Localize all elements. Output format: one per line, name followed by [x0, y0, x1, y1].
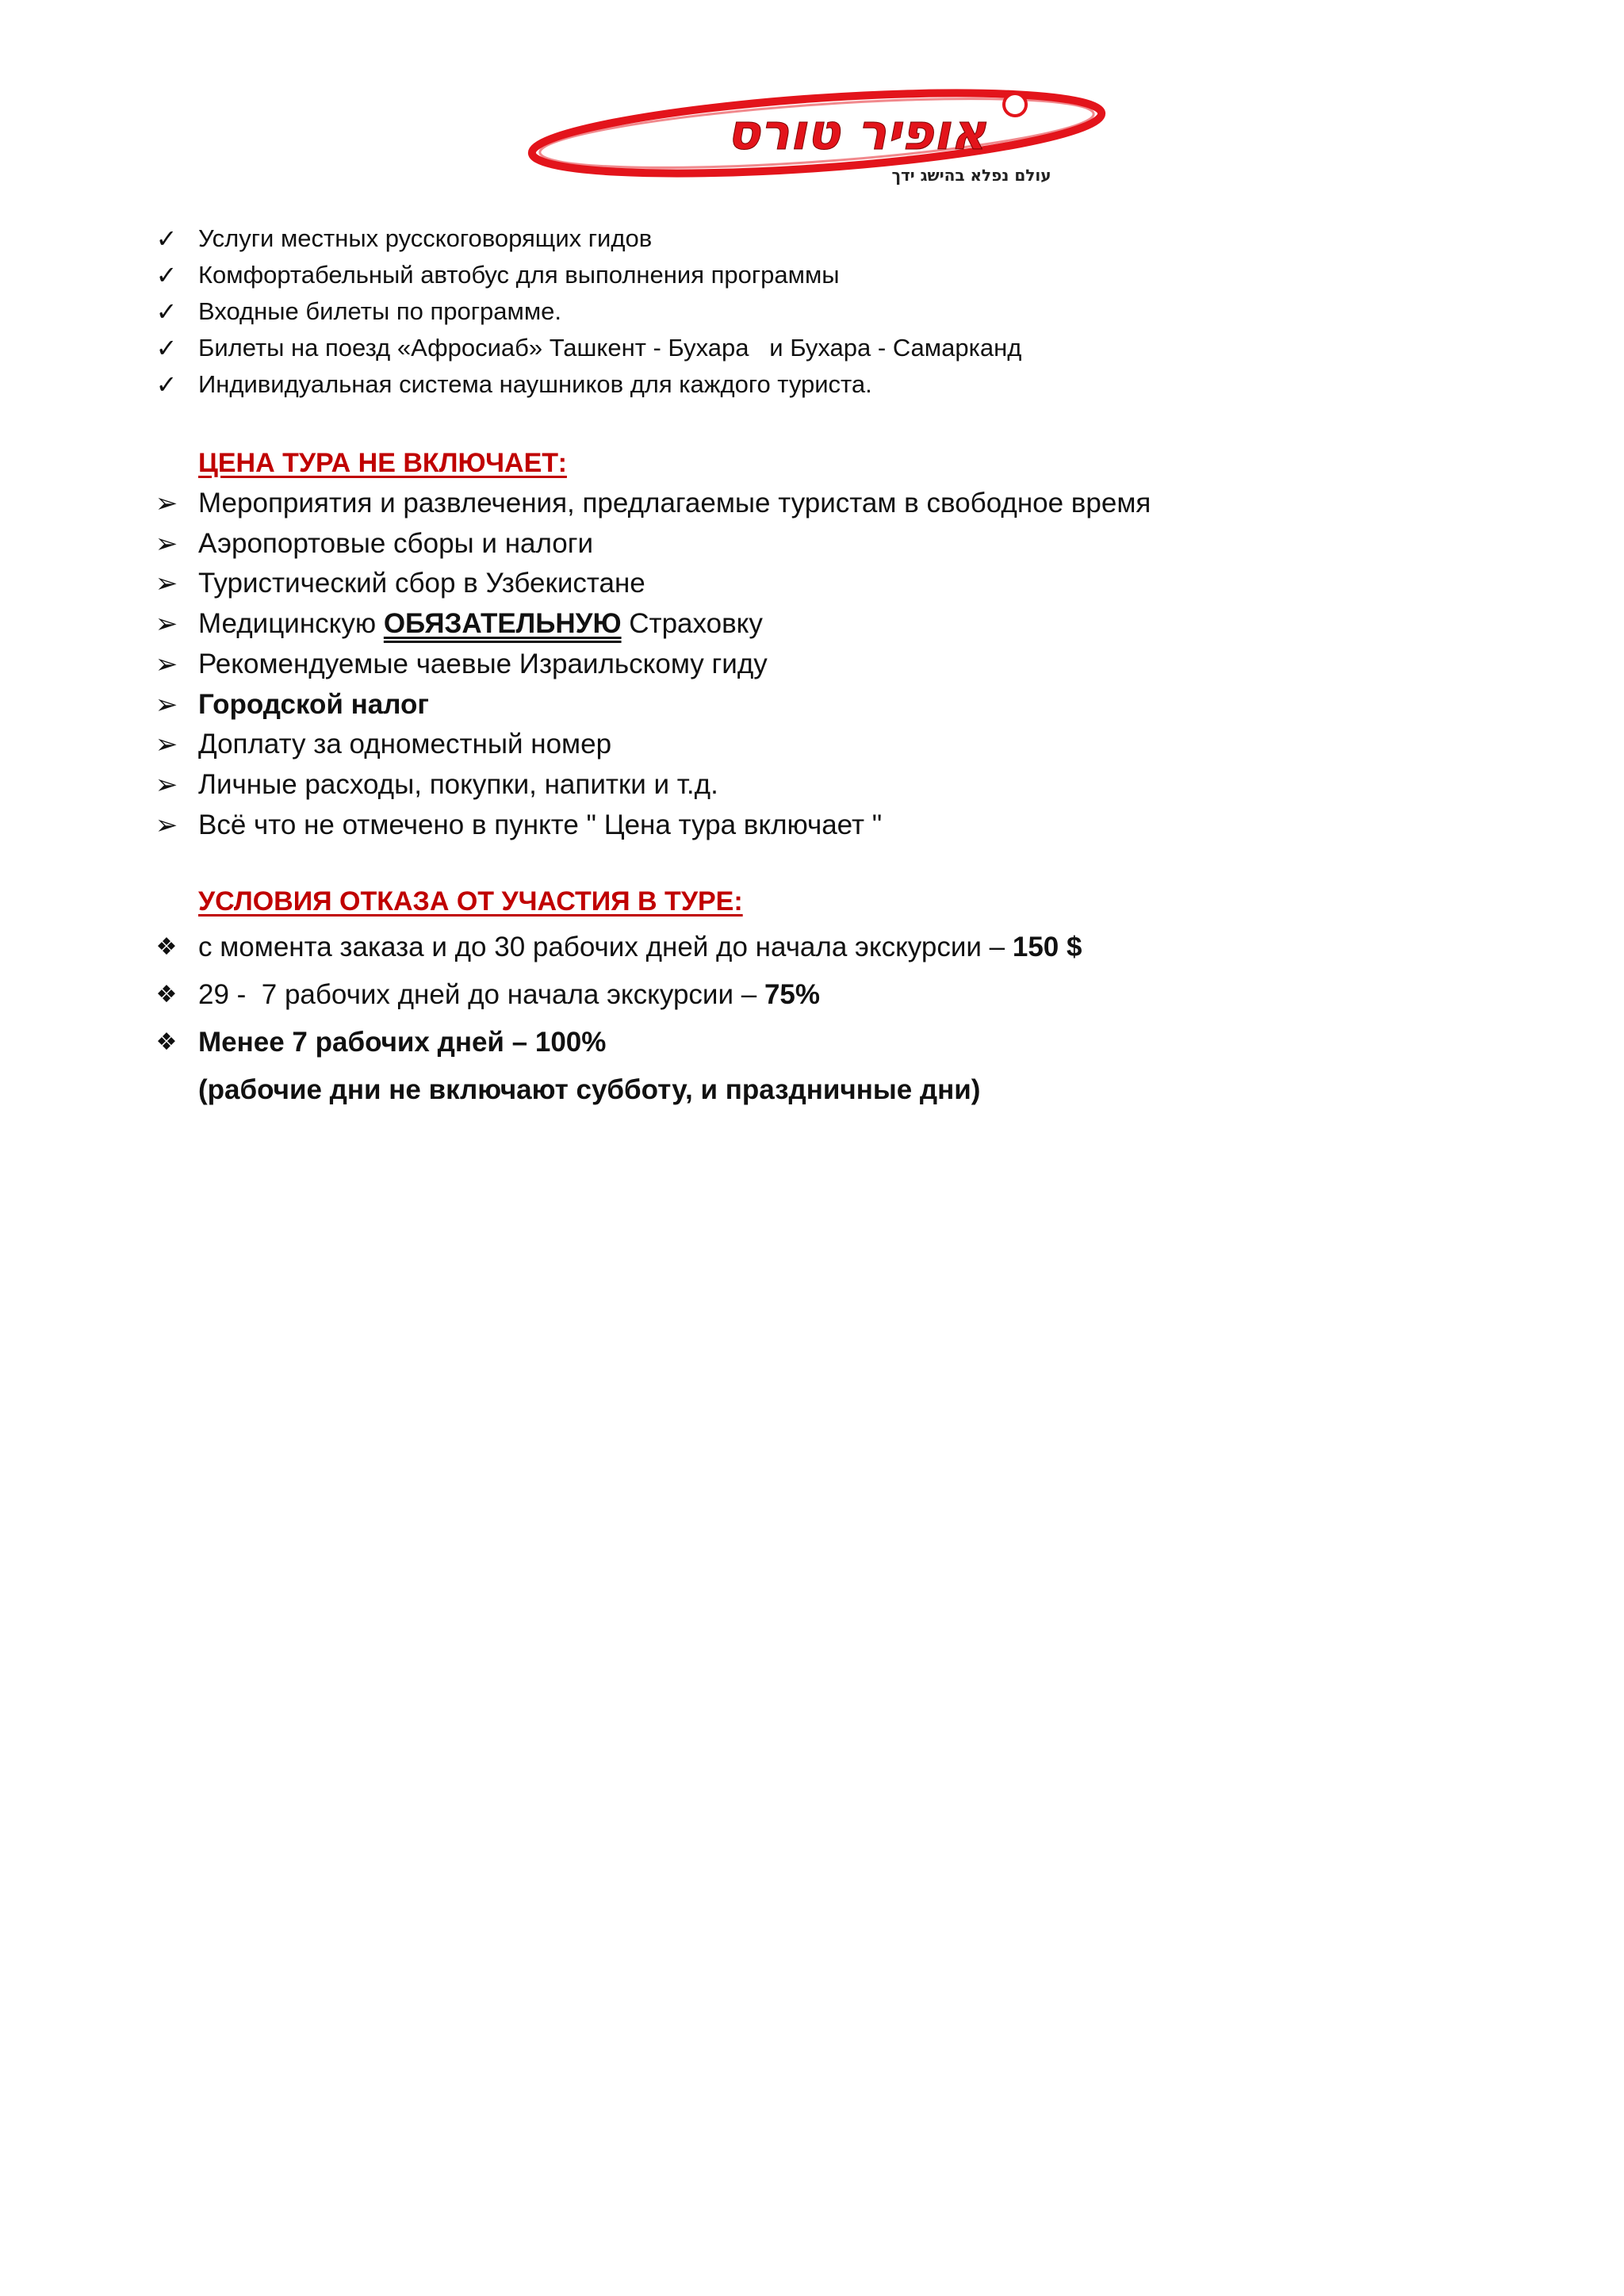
list-item	[151, 1019, 1082, 1066]
note-text: (рабочие дни не включают субботу, и праздничные дни)	[198, 1074, 981, 1105]
check-icon: ✓	[155, 224, 178, 253]
list-item	[151, 604, 1151, 645]
list-item-text: Индивидуальная система наушников для каждого туриста.	[198, 370, 872, 398]
list-item-text: Услуги местных русскоговорящих гидов	[198, 224, 653, 252]
list-item-text: Рекомендуемые чаевые Израильскому гиду	[198, 648, 768, 679]
list-item-text: Всё что не отмечено в пункте " Цена тура включает "	[198, 809, 883, 840]
list-item	[151, 293, 1021, 330]
section-heading-excluded: ЦЕНА ТУРА НЕ ВКЛЮЧАЕТ:	[198, 448, 567, 478]
check-icon: ✓	[155, 334, 178, 362]
list-item	[151, 524, 1151, 564]
list-item-text: Городской налог	[198, 688, 430, 720]
list-item	[151, 484, 1151, 524]
check-icon: ✓	[155, 297, 178, 326]
list-item	[151, 645, 1151, 685]
arrowhead-icon: ➢	[155, 488, 178, 519]
included-list	[151, 220, 1021, 403]
list-item	[151, 330, 1021, 366]
check-icon: ✓	[155, 261, 178, 289]
list-item-text: Менее 7 рабочих дней – 100%	[198, 1027, 607, 1058]
arrowhead-icon: ➢	[155, 568, 178, 599]
logo-tagline: עולם נפלא בהישג ידך	[891, 166, 1051, 185]
excluded-list	[151, 484, 1151, 845]
arrowhead-icon: ➢	[155, 769, 178, 800]
list-item-text: Мероприятия и развлечения, предлагаемые туристам в свободное время	[198, 488, 1151, 519]
list-item-text: с момента заказа и до 30 рабочих дней до начала экскурсии –	[198, 932, 1013, 962]
list-item	[151, 685, 1151, 725]
list-item	[151, 725, 1151, 765]
check-icon: ✓	[155, 370, 178, 399]
list-item-text: Личные расходы, покупки, напитки и т.д.	[198, 768, 718, 800]
arrowhead-icon: ➢	[155, 689, 178, 720]
penalty-amount: 150 $	[1012, 932, 1082, 962]
arrowhead-icon: ➢	[155, 528, 178, 559]
emphasis-text: ОБЯЗАТЕЛЬНУЮ	[383, 608, 622, 640]
diamond-icon: ❖	[155, 1029, 178, 1055]
list-item-text: Входные билеты по программе.	[198, 297, 562, 325]
company-logo	[523, 87, 1110, 190]
section-heading-cancellation: УСЛОВИЯ ОТКАЗА ОТ УЧАСТИЯ В ТУРЕ:	[198, 886, 743, 916]
list-item	[151, 806, 1151, 846]
diamond-icon: ❖	[155, 982, 178, 1008]
list-item-text: Страховку	[621, 608, 763, 640]
arrowhead-icon: ➢	[155, 649, 178, 679]
list-item	[151, 564, 1151, 604]
list-item-text: Билеты на поезд «Афросиаб» Ташкент - Бухара и Бухара - Самарканд	[198, 334, 1022, 362]
logo-globe-icon	[1004, 94, 1026, 116]
list-item-text: 29 - 7 рабочих дней до начала экскурсии –	[198, 979, 764, 1010]
diamond-icon: ❖	[155, 934, 178, 960]
arrowhead-icon: ➢	[155, 609, 178, 640]
list-item-text: Туристический сбор в Узбекистане	[198, 568, 645, 599]
list-item-text: Комфортабельный автобус для выполнения программы	[198, 261, 840, 289]
cancellation-note	[151, 1066, 1082, 1114]
list-item	[151, 366, 1021, 403]
penalty-amount: 75%	[764, 979, 820, 1010]
arrowhead-icon: ➢	[155, 729, 178, 760]
logo-title: אופיר טורס	[726, 103, 986, 161]
list-item	[151, 971, 1082, 1019]
list-item	[151, 765, 1151, 806]
list-item	[151, 220, 1021, 257]
arrowhead-icon: ➢	[155, 809, 178, 840]
list-item	[151, 257, 1021, 293]
list-item-text: Аэропортовые сборы и налоги	[198, 527, 594, 559]
list-item	[151, 924, 1082, 971]
cancellation-list	[151, 924, 1082, 1114]
list-item-text: Медицинскую	[198, 608, 384, 640]
list-item-text: Доплату за одноместный номер	[198, 729, 612, 760]
